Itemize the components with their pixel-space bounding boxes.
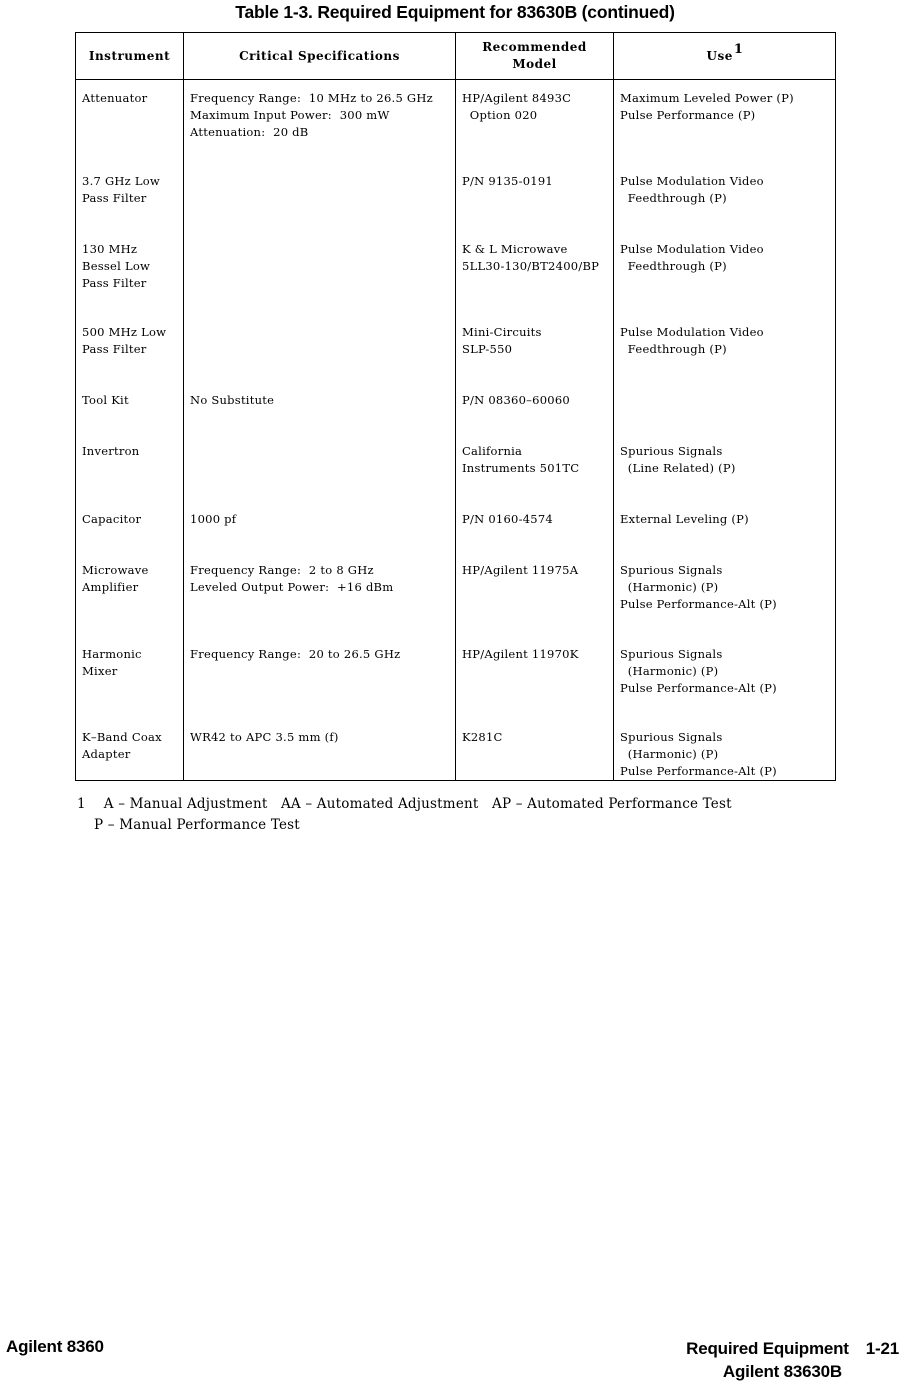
cell-line: Spurious Signals	[620, 729, 723, 744]
cell-model	[456, 433, 614, 501]
cell-line: Instruments 501TC	[462, 460, 580, 475]
cell-line: 3.7 GHz Low	[82, 173, 161, 188]
cell-model	[456, 163, 614, 231]
table-row	[76, 719, 836, 781]
cell-line: HP/Agilent 11970K	[462, 646, 579, 661]
cell-line: Pass Filter	[82, 190, 147, 205]
table-title: Table 1-3. Required Equipment for 83630B (continued)	[235, 2, 675, 22]
footer-right-block	[686, 1337, 899, 1383]
cell-line: HP/Agilent 8493C	[462, 91, 572, 105]
cell-line: 5LL30-130/BT2400/BP	[462, 258, 600, 273]
footnote-line-2: P – Manual Performance Test	[94, 817, 300, 833]
cell-line: Pulse Performance-Alt (P)	[620, 680, 777, 695]
cell-line: Feedthrough (P)	[620, 258, 727, 273]
use-footnote-marker: 1	[733, 41, 744, 57]
cell-line: Pass Filter	[82, 275, 147, 290]
cell-use	[614, 163, 836, 231]
cell-instrument	[76, 163, 184, 231]
cell-instrument	[76, 382, 184, 433]
cell-model	[456, 231, 614, 314]
table-row	[76, 163, 836, 231]
cell-use	[614, 314, 836, 382]
table-row	[76, 80, 836, 163]
cell-line: Pulse Performance-Alt (P)	[620, 596, 777, 611]
cell-line: 1000 pf	[190, 511, 237, 526]
cell-line: Pulse Performance-Alt (P)	[620, 763, 777, 778]
cell-line: 130 MHz	[82, 241, 138, 256]
cell-line: Frequency Range: 10 MHz to 26.5 GHz	[190, 91, 433, 105]
header-line: Instrument	[88, 48, 171, 63]
cell-line: Pulse Modulation Video	[620, 324, 764, 339]
footer-page-number: 1-21	[865, 1339, 899, 1358]
cell-model	[456, 552, 614, 636]
cell-use	[614, 382, 836, 433]
cell-line: Leveled Output Power: +16 dBm	[190, 579, 394, 594]
cell-instrument	[76, 433, 184, 501]
cell-instrument	[76, 636, 184, 719]
cell-line: Maximum Input Power: 300 mW	[190, 108, 390, 122]
cell-specs	[184, 636, 456, 719]
cell-use	[614, 433, 836, 501]
column-header-3	[614, 33, 836, 80]
footnote-line-1: 1 A – Manual Adjustment AA – Automated Adjustment AP – Automated Performance Test	[77, 796, 732, 812]
cell-specs	[184, 314, 456, 382]
cell-specs	[184, 501, 456, 552]
table-row	[76, 314, 836, 382]
cell-line: Pass Filter	[82, 341, 147, 356]
cell-line: No Substitute	[190, 392, 275, 407]
cell-line: K281C	[462, 729, 503, 744]
cell-line: Mini-Circuits	[462, 324, 542, 339]
cell-specs	[184, 433, 456, 501]
cell-line: Tool Kit	[82, 392, 129, 407]
cell-use	[614, 636, 836, 719]
cell-line: P/N 0160-4574	[462, 511, 553, 526]
footer-model-number: Agilent 83630B	[722, 1362, 842, 1381]
cell-line: Bessel Low	[82, 258, 151, 273]
cell-instrument	[76, 501, 184, 552]
footer-section-title: Required Equipment	[686, 1339, 849, 1358]
cell-specs	[184, 719, 456, 781]
header-line: Critical Specifications	[239, 48, 400, 63]
table-row	[76, 501, 836, 552]
cell-line: (Harmonic) (P)	[620, 663, 719, 678]
cell-use	[614, 80, 836, 163]
table-row	[76, 636, 836, 719]
cell-specs	[184, 163, 456, 231]
header-line: Model	[512, 57, 557, 71]
cell-model	[456, 314, 614, 382]
cell-use	[614, 231, 836, 314]
cell-line: Frequency Range: 20 to 26.5 GHz	[190, 646, 401, 661]
cell-line: Feedthrough (P)	[620, 190, 727, 205]
cell-line: K–Band Coax	[82, 729, 162, 744]
column-header-1	[184, 33, 456, 80]
cell-line: Pulse Modulation Video	[620, 173, 764, 188]
cell-line: WR42 to APC 3.5 mm (f)	[190, 729, 339, 744]
cell-line: Attenuation: 20 dB	[190, 125, 309, 139]
cell-line: Harmonic	[82, 646, 142, 661]
cell-line: Spurious Signals	[620, 646, 723, 661]
cell-line: California	[462, 443, 523, 458]
cell-instrument	[76, 552, 184, 636]
cell-line: Pulse Modulation Video	[620, 241, 764, 256]
table-row	[76, 433, 836, 501]
cell-instrument	[76, 231, 184, 314]
cell-line: Capacitor	[82, 511, 142, 526]
cell-line: Amplifier	[82, 579, 139, 594]
cell-line: SLP-550	[462, 341, 513, 356]
cell-line: HP/Agilent 11975A	[462, 562, 579, 577]
cell-line: Spurious Signals	[620, 562, 723, 577]
footnote	[77, 794, 732, 836]
cell-use	[614, 552, 836, 636]
cell-use	[614, 719, 836, 781]
cell-line: P/N 9135-0191	[462, 173, 553, 188]
cell-line: Microwave	[82, 562, 149, 577]
cell-line: Mixer	[82, 663, 118, 678]
cell-line: External Leveling (P)	[620, 511, 749, 526]
cell-instrument	[76, 314, 184, 382]
cell-line: Feedthrough (P)	[620, 341, 727, 356]
cell-line: P/N 08360–60060	[462, 392, 570, 407]
cell-use	[614, 501, 836, 552]
cell-line: 500 MHz Low	[82, 324, 167, 339]
cell-specs	[184, 80, 456, 163]
header-row	[76, 33, 836, 80]
cell-line: Pulse Performance (P)	[620, 108, 756, 122]
cell-instrument	[76, 80, 184, 163]
table-row	[76, 552, 836, 636]
table-row	[76, 382, 836, 433]
cell-model	[456, 382, 614, 433]
header-line: Recommended	[482, 40, 587, 54]
footer-section-title-line	[686, 1337, 899, 1360]
cell-model	[456, 501, 614, 552]
cell-line: (Line Related) (P)	[620, 460, 736, 475]
column-header-0	[76, 33, 184, 80]
cell-model	[456, 80, 614, 163]
cell-specs	[184, 552, 456, 636]
cell-line: Invertron	[82, 443, 140, 458]
cell-line: K & L Microwave	[462, 241, 568, 256]
table-row	[76, 231, 836, 314]
cell-line: Frequency Range: 2 to 8 GHz	[190, 562, 374, 577]
cell-specs	[184, 382, 456, 433]
cell-model	[456, 636, 614, 719]
header-line: Use$^1$	[706, 41, 744, 63]
column-header-2	[456, 33, 614, 80]
cell-line: (Harmonic) (P)	[620, 579, 719, 594]
equipment-table	[75, 32, 836, 781]
cell-line: Attenuator	[82, 91, 148, 105]
cell-line: Maximum Leveled Power (P)	[620, 91, 794, 105]
cell-specs	[184, 231, 456, 314]
cell-line: (Harmonic) (P)	[620, 746, 719, 761]
cell-line: Adapter	[82, 746, 131, 761]
cell-line: Option 020	[462, 108, 538, 122]
footer-document-title: Agilent 8360	[6, 1337, 104, 1356]
table-body	[76, 80, 836, 781]
cell-model	[456, 719, 614, 781]
cell-line: Spurious Signals	[620, 443, 723, 458]
cell-instrument	[76, 719, 184, 781]
